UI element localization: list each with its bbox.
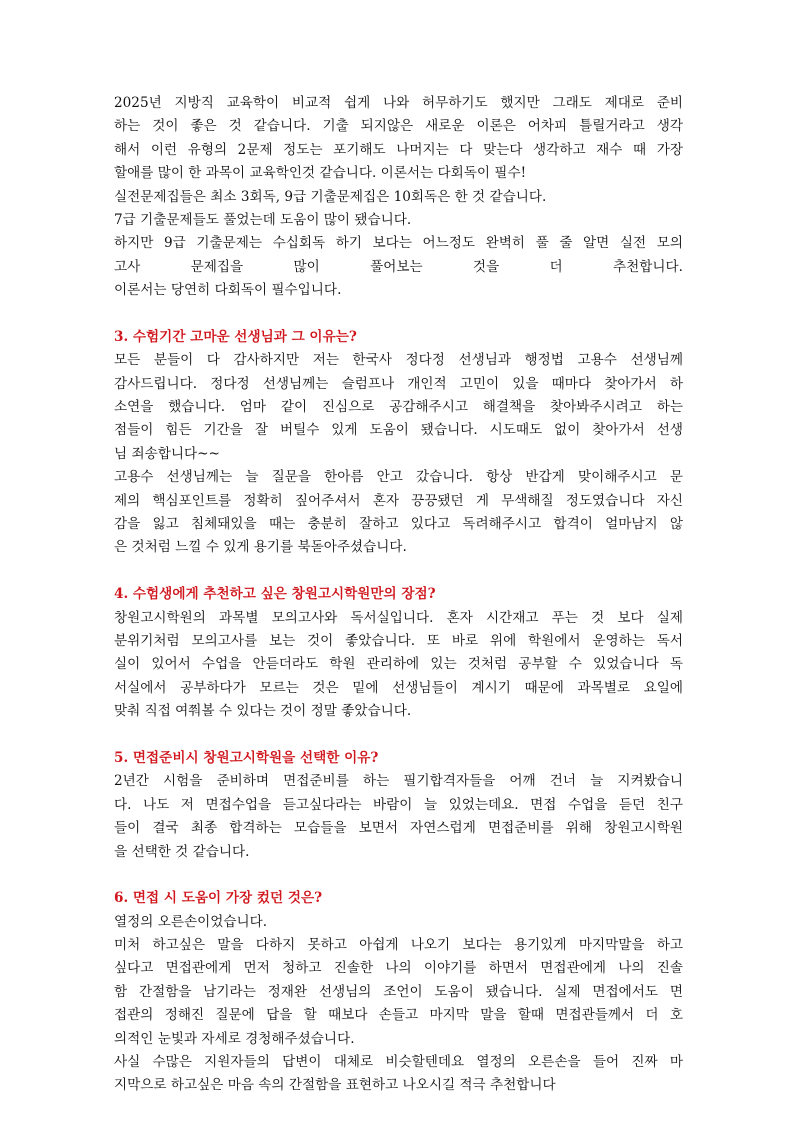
spacer — [114, 864, 683, 887]
text-line: 고사 문제집을 많이 풀어보는 것을 더 추천합니다. — [114, 258, 683, 275]
text-line: 해서 이런 유형의 2문제 정도는 포기해도 나머지는 다 맞는다 생각하고 재수 때 가장 — [114, 141, 683, 158]
text-line: 사실 수많은 지원자들의 답변이 대체로 비슷할텐데요 열정의 오른손을 들어 진짜 마 — [114, 1054, 683, 1071]
text-line: 실전문제집들은 최소 3회독, 9급 기출문제집은 10회독은 한 것 같습니다. — [114, 188, 547, 205]
text-line: 분위기처럼 모의고사를 보는 것이 좋았습니다. 또 바로 위에 학원에서 운영하는 독서 — [114, 632, 683, 649]
section-5-heading: 5. 면접준비시 창원고시학원을 선택한 이유? — [114, 749, 379, 766]
text-line: 점들이 힘든 기간을 잘 버틸수 있게 도움이 됐습니다. 시도때도 없이 찾아가서 선생 — [114, 422, 683, 439]
section-6-body — [114, 911, 683, 1098]
spacer — [114, 724, 683, 747]
text-line: 하는 것이 좋은 것 같습니다. 기출 되지않은 새로운 이론은 어차피 틀릴거라고 생각 — [114, 118, 683, 135]
text-line: 하지만 9급 기출문제는 수십회독 하기 보다는 어느정도 완벽히 풀 줄 알면 실전 모의 — [114, 235, 683, 252]
text-line: 접관의 정해진 질문에 답을 할 때보다 손들고 마지막 말을 할때 면접관들께서 더 호 — [114, 1007, 683, 1024]
text-line: 2025년 지방직 교육학이 비교적 쉽게 나와 허무하기도 했지만 그래도 제대로 준비 — [114, 95, 683, 111]
text-line: 을 선택한 것 같습니다. — [114, 843, 250, 860]
section-6-heading: 6. 면접 시 도움이 가장 컸던 것은? — [114, 890, 323, 907]
text-line: 실이 있어서 수업을 안듣더라도 학원 관리하에 있는 것처럼 공부할 수 있었습니다 독 — [114, 656, 683, 673]
section-4-heading: 4. 수험생에게 추천하고 싶은 창원고시학원만의 장점? — [114, 586, 436, 603]
text-line: 은 것처럼 느낄 수 있게 용기를 북돋아주셨습니다. — [114, 539, 407, 556]
text-line: 2년간 시험을 준비하며 면접준비를 하는 필기합격자들을 어깨 건너 늘 지켜봤습니 — [114, 773, 683, 790]
text-line: 싶다고 면접관에게 먼저 청하고 진솔한 나의 이야기를 하면서 면접관에게 나의 진솔 — [114, 960, 683, 977]
text-line: 7급 기출문제들도 풀었는데 도움이 많이 됐습니다. — [114, 211, 412, 228]
text-line: 의적인 눈빛과 자세로 경청해주셨습니다. — [114, 1030, 355, 1047]
text-line: 이론서는 당연히 다회독이 필수입니다. — [114, 282, 342, 299]
section-4-body — [114, 607, 683, 724]
text-line: 모든 분들이 다 감사하지만 저는 한국사 정다정 선생님과 행정법 고용수 선생님께 — [114, 352, 683, 369]
text-line: 감을 잃고 침체돼있을 때는 충분히 잘하고 있다고 독려해주시고 합격이 얼마남지 않 — [114, 516, 683, 533]
spacer — [114, 560, 683, 583]
text-line: 지막으로 하고싶은 마음 속의 간절함을 표현하고 나오시길 적극 추천합니다 — [114, 1077, 556, 1094]
text-line: 서실에서 공부하다가 모르는 것은 밑에 선생님들이 계시기 때문에 과목별로 요일에 — [114, 679, 683, 696]
section-3-body — [114, 349, 683, 560]
text-line: 감사드립니다. 정다정 선생님께는 슬럼프나 개인적 고민이 있을 때마다 찾아가서 하 — [114, 375, 683, 392]
text-line: 님 죄송합니다~~ — [114, 445, 220, 462]
text-line: 창원고시학원의 과목별 모의고사와 독서실입니다. 혼자 시간재고 푸는 것 보다 실제 — [114, 609, 683, 626]
section-3-heading: 3. 수험기간 고마운 선생님과 그 이유는? — [114, 328, 357, 345]
text-line: 고용수 선생님께는 늘 질문을 한아름 안고 갔습니다. 항상 반갑게 맞이해주시고 문 — [114, 469, 683, 486]
section-5-body — [114, 770, 683, 864]
section-intro — [114, 92, 683, 303]
text-line: 들이 결국 최종 합격하는 모습들을 보면서 자연스럽게 면접준비를 위해 창원고시학원 — [114, 820, 683, 837]
text-line: 할애를 많이 한 과목이 교육학인것 같습니다. 이론서는 다회독이 필수! — [114, 165, 527, 182]
text-line: 다. 나도 저 면접수업을 듣고싶다라는 바람이 늘 있었는데요. 면접 수업을 듣던 친구 — [114, 796, 683, 813]
text-line: 제의 핵심포인트를 정확히 짚어주셔서 혼자 끙끙됐던 게 무색해질 정도였습니다 자신 — [114, 492, 683, 509]
text-line: 미처 하고싶은 말을 다하지 못하고 아쉽게 나오기 보다는 용기있게 마지막말을 하고 — [114, 937, 683, 954]
spacer — [114, 303, 683, 326]
text-line: 함 간절함을 남기라는 정재완 선생님의 조언이 도움이 됐습니다. 실제 면접에서도 면 — [114, 983, 683, 1000]
text-line: 소연을 했습니다. 엄마 같이 진심으로 공감해주시고 해결책을 찾아봐주시려고 하는 — [114, 399, 683, 416]
text-line: 열정의 오른손이었습니다. — [114, 913, 268, 930]
text-line: 맞춰 직접 여쭤볼 수 있다는 것이 정말 좋았습니다. — [114, 703, 412, 720]
